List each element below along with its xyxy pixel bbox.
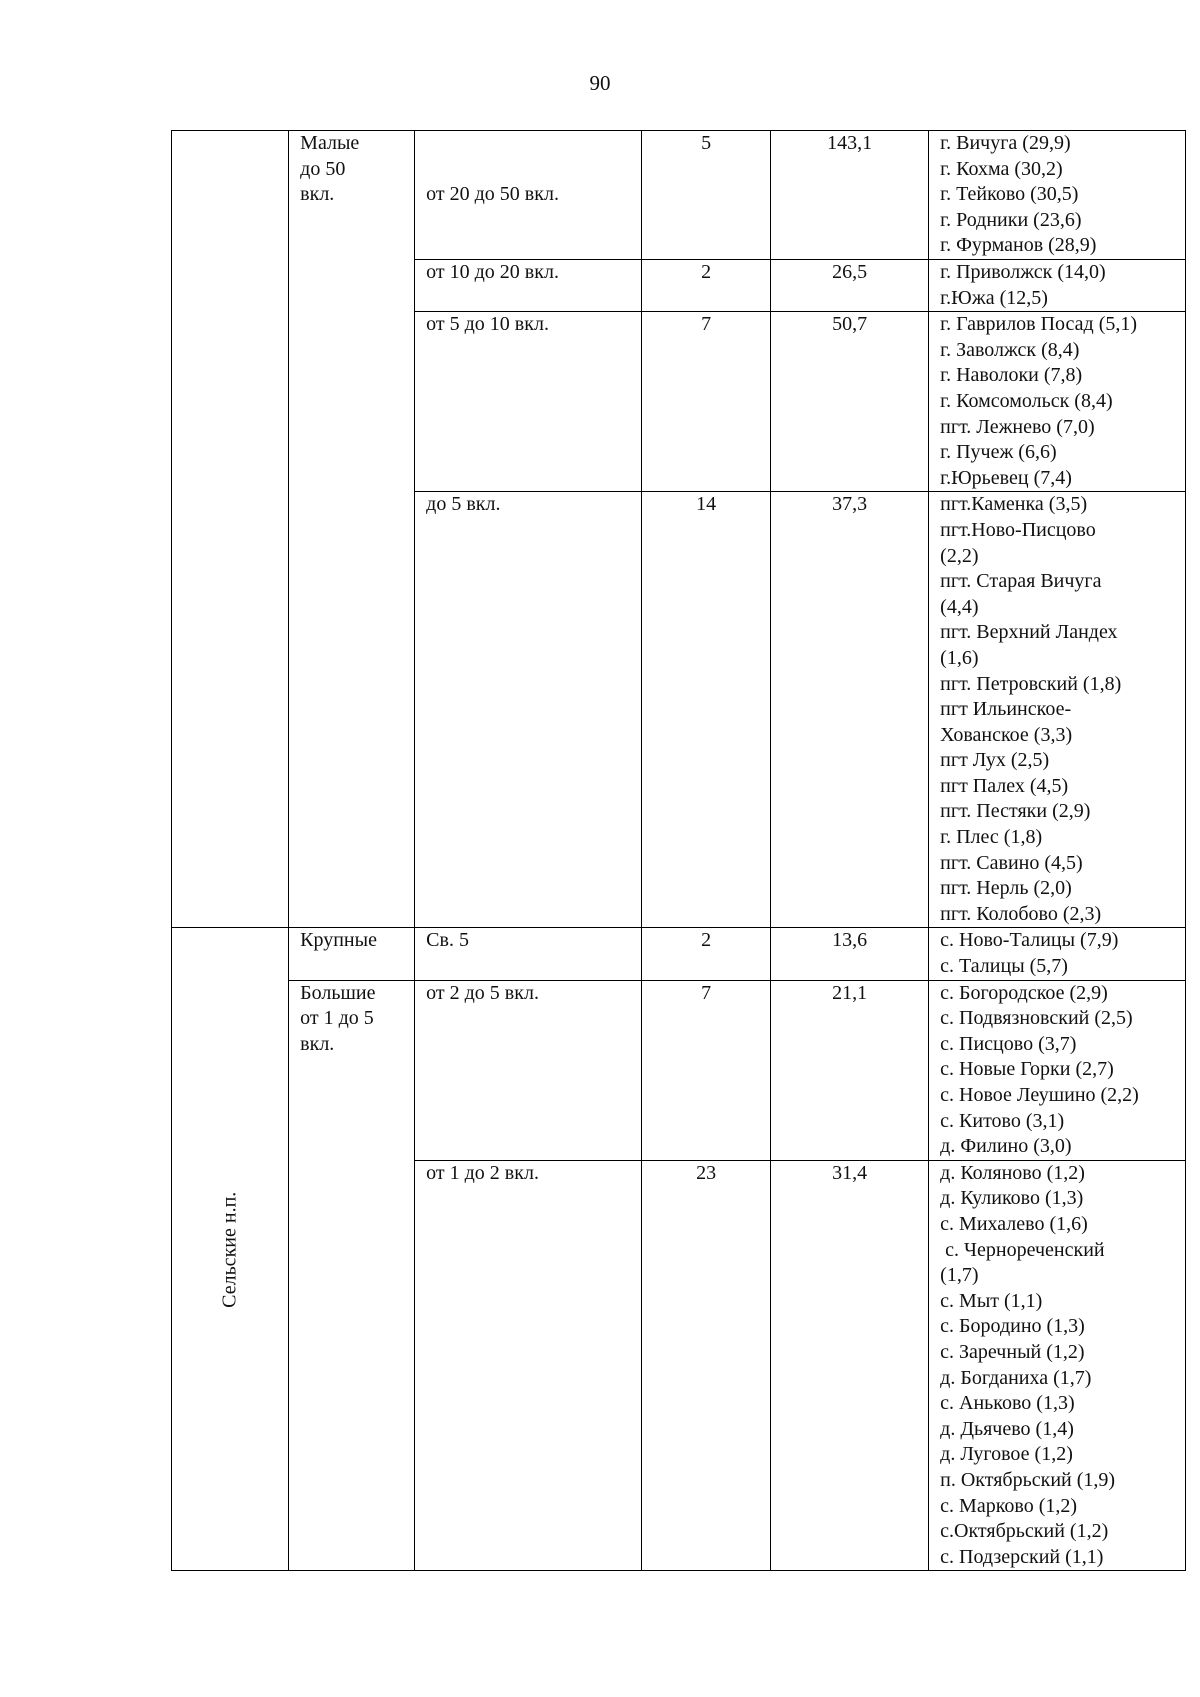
places-cell xyxy=(929,928,1186,980)
places-cell xyxy=(929,260,1186,312)
count-cell: 7 xyxy=(642,312,771,492)
place-item: пгт Лух (2,5) xyxy=(940,749,1050,772)
place-item: пгт. Нерль (2,0) xyxy=(940,877,1072,900)
place-item: г. Комсомольск (8,4) xyxy=(940,389,1113,412)
place-item: пгт. Лежнево (7,0) xyxy=(940,415,1095,438)
place-item: с. Михалево (1,6) xyxy=(940,1212,1088,1235)
population-cell: 13,6 xyxy=(771,928,929,980)
place-item: пгт. Пестяки (2,9) xyxy=(940,800,1091,823)
settlements-table xyxy=(171,130,1186,1571)
size-cell xyxy=(289,131,415,928)
place-item: с. Марково (1,2) xyxy=(940,1494,1078,1517)
place-item: д. Богданиха (1,7) xyxy=(940,1366,1092,1389)
place-item: г.Юрьевец (7,4) xyxy=(940,466,1072,489)
places-cell xyxy=(929,312,1186,492)
place-item: г. Родники (23,6) xyxy=(940,208,1082,231)
place-item: с. Ново-Талицы (7,9) xyxy=(940,929,1119,952)
urban-category-cell xyxy=(172,131,289,928)
population-cell: 143,1 xyxy=(771,131,929,260)
range-cell: от 10 до 20 вкл. xyxy=(415,260,642,312)
size-label: вкл. xyxy=(300,1032,335,1055)
place-item: г. Фурманов (28,9) xyxy=(940,234,1097,257)
place-item: г. Вичуга (29,9) xyxy=(940,132,1071,154)
place-item: с. Чернореченский xyxy=(945,1238,1105,1261)
place-item: с. Талицы (5,7) xyxy=(940,955,1068,978)
range-cell: до 5 вкл. xyxy=(415,492,642,928)
place-item: пгт.Каменка (3,5) xyxy=(940,493,1088,516)
place-item: с. Китово (3,1) xyxy=(940,1109,1065,1132)
place-item: г. Тейково (30,5) xyxy=(940,183,1079,206)
size-label: до 50 xyxy=(300,157,346,180)
population-cell: 21,1 xyxy=(771,980,929,1160)
place-item: пгт. Старая Вичуга xyxy=(940,570,1102,593)
place-item: с. Новое Леушино (2,2) xyxy=(940,1084,1139,1106)
place-item: г. Кохма (30,2) xyxy=(940,157,1063,180)
place-item: г.Южа (12,5) xyxy=(940,286,1048,309)
place-item: с. Новые Горки (2,7) xyxy=(940,1058,1114,1081)
range-cell: от 1 до 2 вкл. xyxy=(415,1160,642,1571)
places-cell xyxy=(929,1160,1186,1571)
place-item: д. Дьячево (1,4) xyxy=(940,1417,1074,1440)
place-item: пгт. Колобово (2,3) xyxy=(940,902,1102,925)
place-item: (1,6) xyxy=(940,646,979,669)
count-cell: 2 xyxy=(642,260,771,312)
table-row xyxy=(172,928,1186,980)
range-cell: от 20 до 50 вкл. xyxy=(415,131,642,260)
place-item: с. Подвязновский (2,5) xyxy=(940,1007,1133,1030)
place-item: с. Писцово (3,7) xyxy=(940,1032,1077,1055)
place-item: с. Богородское (2,9) xyxy=(940,981,1108,1004)
place-item: пгт Ильинское- xyxy=(940,698,1072,721)
population-cell: 37,3 xyxy=(771,492,929,928)
size-label: от 1 до 5 xyxy=(300,1007,374,1030)
size-label: Крупные xyxy=(300,929,377,952)
size-label: Большие xyxy=(300,981,376,1004)
place-item: Хованское (3,3) xyxy=(940,723,1073,746)
place-item: г. Плес (1,8) xyxy=(940,826,1043,849)
place-item: (1,7) xyxy=(940,1264,979,1287)
place-item: п. Октябрьский (1,9) xyxy=(940,1468,1116,1491)
place-item: г. Пучеж (6,6) xyxy=(940,441,1057,464)
place-item: с. Бородино (1,3) xyxy=(940,1315,1085,1338)
range-cell: от 2 до 5 вкл. xyxy=(415,980,642,1160)
size-label: Малые xyxy=(300,132,360,154)
range-cell: от 5 до 10 вкл. xyxy=(415,312,642,492)
place-item: пгт Палех (4,5) xyxy=(940,774,1069,797)
place-item: г. Приволжск (14,0) xyxy=(940,261,1106,283)
rural-category-cell xyxy=(172,928,289,1571)
place-item: д. Коляново (1,2) xyxy=(940,1161,1085,1184)
count-cell: 7 xyxy=(642,980,771,1160)
range-cell: Св. 5 xyxy=(415,928,642,980)
place-item: с. Заречный (1,2) xyxy=(940,1340,1085,1363)
count-cell: 23 xyxy=(642,1160,771,1571)
place-item: д. Луговое (1,2) xyxy=(940,1443,1073,1466)
place-item: г. Заволжск (8,4) xyxy=(940,338,1080,361)
place-item: д. Филино (3,0) xyxy=(940,1135,1072,1158)
place-item: с. Аньково (1,3) xyxy=(940,1392,1075,1415)
page-number: 90 xyxy=(589,71,611,95)
size-label: вкл. xyxy=(300,183,335,206)
population-cell: 50,7 xyxy=(771,312,929,492)
place-item: д. Куликово (1,3) xyxy=(940,1187,1084,1210)
place-item: пгт. Савино (4,5) xyxy=(940,851,1083,874)
population-cell: 31,4 xyxy=(771,1160,929,1571)
count-cell: 14 xyxy=(642,492,771,928)
population-cell: 26,5 xyxy=(771,260,929,312)
place-item: пгт.Ново-Писцово xyxy=(940,518,1096,541)
place-item: с.Октябрьский (1,2) xyxy=(940,1520,1109,1543)
place-item: с. Мыт (1,1) xyxy=(940,1289,1043,1312)
place-item: с. Подзерский (1,1) xyxy=(940,1545,1104,1568)
place-item: пгт. Верхний Ландех xyxy=(940,621,1118,644)
count-cell: 5 xyxy=(642,131,771,260)
place-item: г. Гаврилов Посад (5,1) xyxy=(940,313,1138,336)
rural-category-label: Сельские н.п. xyxy=(218,1191,241,1308)
count-cell: 2 xyxy=(642,928,771,980)
place-item: (4,4) xyxy=(940,595,979,618)
table-row xyxy=(172,131,1186,260)
table-row xyxy=(172,980,1186,1160)
places-cell xyxy=(929,131,1186,260)
place-item: (2,2) xyxy=(940,544,979,567)
size-cell xyxy=(289,980,415,1571)
places-cell xyxy=(929,492,1186,928)
place-item: г. Наволоки (7,8) xyxy=(940,364,1083,387)
place-item: пгт. Петровский (1,8) xyxy=(940,672,1122,695)
size-cell xyxy=(289,928,415,980)
places-cell xyxy=(929,980,1186,1160)
